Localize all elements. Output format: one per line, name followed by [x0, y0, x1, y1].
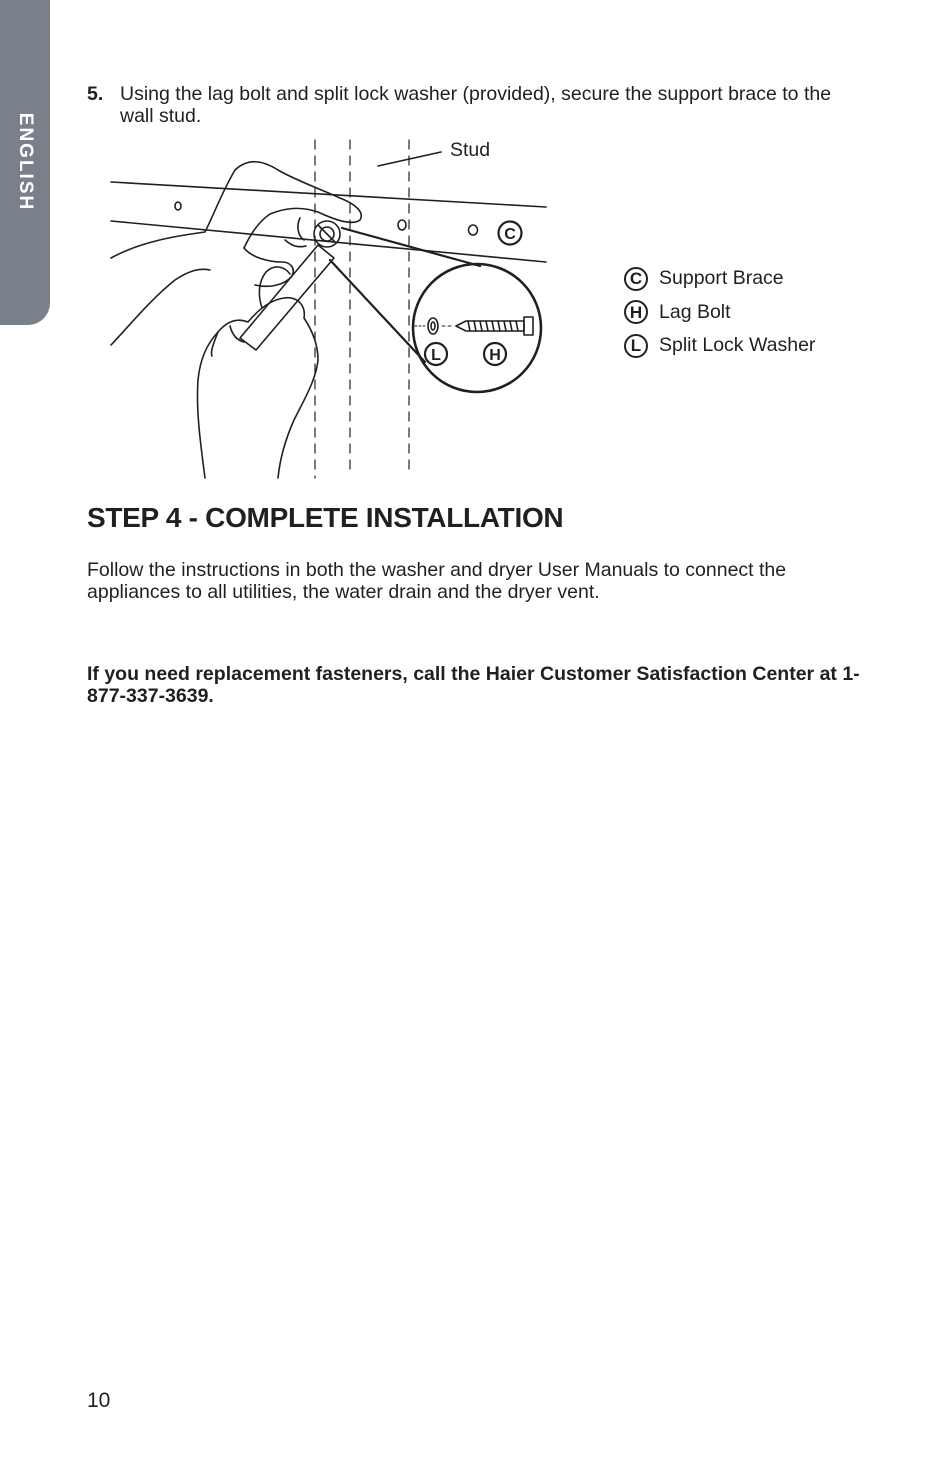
- legend-badge-l: L: [624, 334, 648, 358]
- language-tab-label: ENGLISH: [15, 112, 36, 212]
- callout-l-badge: [425, 343, 447, 365]
- legend-text-lag-bolt: Lag Bolt: [659, 300, 731, 323]
- step-4-heading: STEP 4 - COMPLETE INSTALLATION: [87, 502, 564, 533]
- step-5-instruction: [87, 83, 867, 127]
- step-5-number: 5.: [87, 83, 104, 105]
- callout-h-letter: H: [489, 347, 501, 364]
- step-5-text: Using the lag bolt and split lock washer (provided), secure the support brace to the wall stud.: [120, 83, 832, 127]
- stud-label: Stud: [450, 139, 491, 161]
- step-4-instructions: Follow the instructions in both the washer and dryer User Manuals to connect the appliances to all utilities, the water drain and the dryer vent.: [87, 559, 787, 603]
- lower-hand: [197, 298, 318, 478]
- detail-leader-top: [342, 228, 480, 266]
- legend-text-split-lock-washer: Split Lock Washer: [659, 334, 816, 357]
- split-lock-washer: [428, 318, 438, 334]
- lag-bolt: [456, 317, 533, 335]
- upper-hand: [111, 162, 361, 258]
- language-tab: [0, 0, 50, 325]
- installation-illustration: [100, 130, 570, 480]
- parts-legend: [624, 262, 815, 363]
- wall-stud: [315, 140, 409, 478]
- callout-c-letter: C: [504, 226, 516, 243]
- replacement-fasteners-note: If you need replacement fasteners, call the Haier Customer Satisfaction Center at 1-877-337-3639.: [87, 663, 860, 707]
- callout-c-badge: [499, 222, 522, 245]
- page-number: 10: [87, 1389, 111, 1412]
- detail-leader-bottom: [330, 260, 425, 362]
- callout-l-letter: L: [431, 347, 441, 364]
- legend-item-lag-bolt: [624, 296, 815, 330]
- legend-item-support-brace: [624, 262, 815, 296]
- legend-item-split-lock-washer: [624, 329, 815, 363]
- callout-h-badge: [484, 343, 506, 365]
- legend-badge-h: H: [624, 300, 648, 324]
- detail-zoom-circle: [413, 264, 541, 392]
- legend-text-support-brace: Support Brace: [659, 267, 784, 290]
- legend-badge-c: C: [624, 267, 648, 291]
- support-brace: [111, 182, 546, 262]
